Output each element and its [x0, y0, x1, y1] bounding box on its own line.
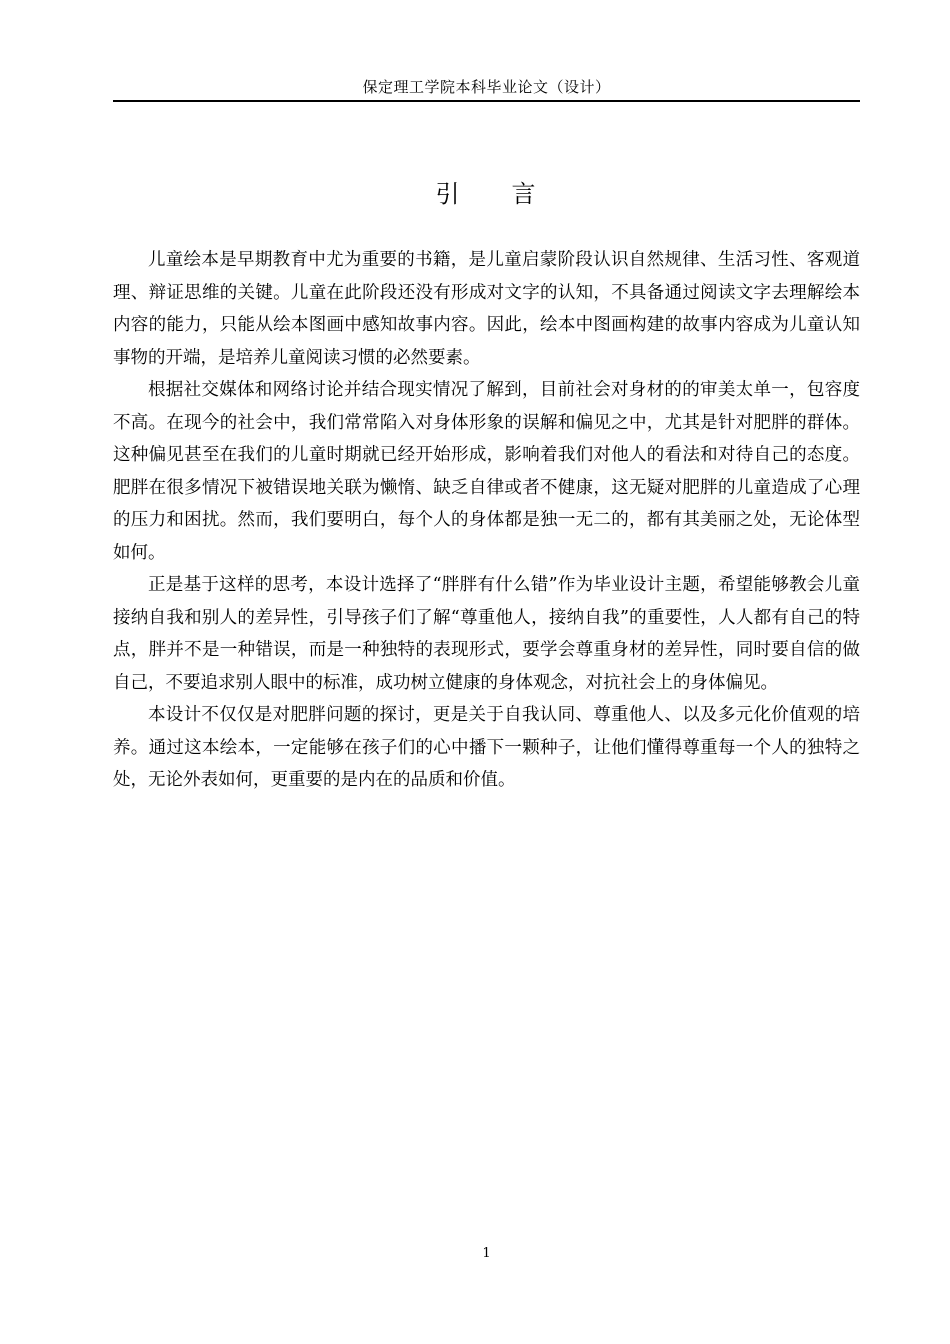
- paragraph: 本设计不仅仅是对肥胖问题的探讨，更是关于自我认同、尊重他人、以及多元化价值观的培养。通过这本绘本，一定能够在孩子们的心中播下一颗种子，让他们懂得尊重每一个人的独特之处，无论外表如何，更重要的是内在的品质和价值。: [113, 705, 860, 790]
- section-title-char-2: 言: [511, 180, 538, 208]
- paragraph: 正是基于这样的思考，本设计选择了“胖胖有什么错”作为毕业设计主题，希望能够教会儿童接纳自我和别人的差异性，引导孩子们了解“尊重他人，接纳自我”的重要性，人人都有自己的特点，胖并不是一种错误，而是一种独特的表现形式，要学会尊重身材的差异性，同时要自信的做自己，不要追求别人眼中的标准，成功树立健康的身体观念，对抗社会上的身体偏见。: [113, 575, 860, 693]
- section-title-char-1: 引: [435, 180, 462, 208]
- page-number: 1: [482, 1246, 491, 1261]
- section-title: [113, 176, 860, 212]
- paragraph: 根据社交媒体和网络讨论并结合现实情况了解到，目前社会对身材的的审美太单一，包容度不高。在现今的社会中，我们常常陷入对身体形象的误解和偏见之中，尤其是针对肥胖的群体。这种偏见甚至在我们的儿童时期就已经开始形成，影响着我们对他人的看法和对待自己的态度。肥胖在很多情况下被错误地关联为懒惰、缺乏自律或者不健康，这无疑对肥胖的儿童造成了心理的压力和困扰。然而，我们要明白，每个人的身体都是独一无二的，都有其美丽之处，无论体型如何。: [113, 380, 860, 563]
- paragraph: 儿童绘本是早期教育中尤为重要的书籍，是儿童启蒙阶段认识自然规律、生活习性、客观道理、辩证思维的关键。儿童在此阶段还没有形成对文字的认知，不具备通过阅读文字去理解绘本内容的能力，只能从绘本图画中感知故事内容。因此，绘本中图画构建的故事内容成为儿童认知事物的开端，是培养儿童阅读习惯的必然要素。: [113, 250, 860, 368]
- header-rule: [113, 100, 860, 102]
- body-text: [113, 244, 860, 797]
- running-header: 保定理工学院本科毕业论文（设计）: [362, 78, 611, 96]
